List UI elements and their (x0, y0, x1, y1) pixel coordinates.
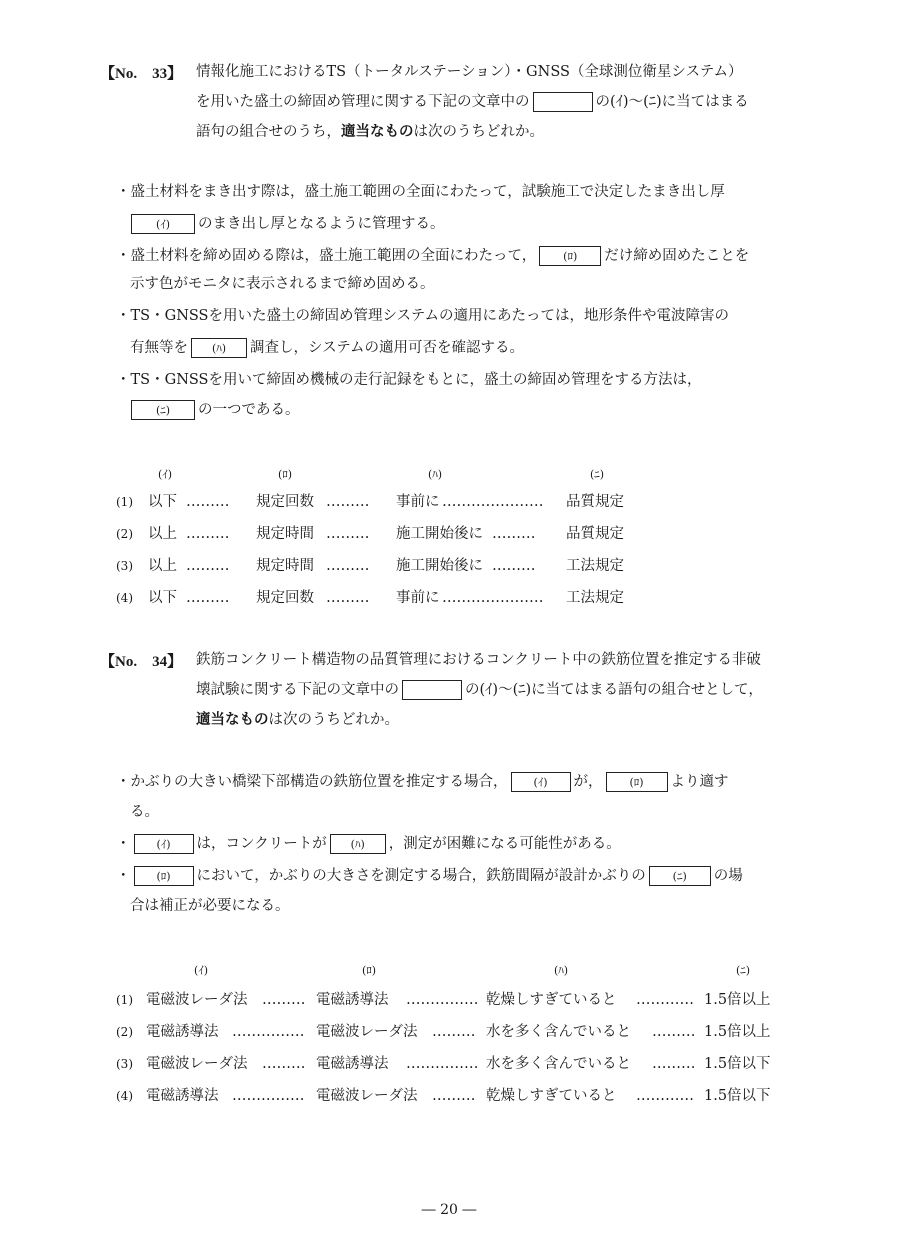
q33-header-i: (ｲ) (158, 468, 173, 481)
q34-header-ro: (ﾛ) (362, 964, 377, 977)
blank-ni: (ﾆ) (131, 400, 195, 420)
q33-choice-1: (1) 以下 ……… 規定回数 ……… 事前に ………………… 品質規定 (116, 494, 624, 510)
blank-i: (ｲ) (134, 834, 194, 854)
blank-box (533, 92, 593, 112)
q34-choice-4: (4) 電磁誘導法 …………… 電磁波レーダ法 ……… 乾燥しすぎていると ………… 1.5倍以下 (116, 1088, 771, 1104)
q33-header-ha: (ﾊ) (428, 468, 443, 481)
question-34-number: 【No. 34】 (100, 654, 183, 670)
q33-stem-line-1: 情報化施工におけるTS（トータルステーション）・GNSS（全球測位衛星システム） (196, 64, 743, 80)
q34-bullet-3-cont: 合は補正が必要になる。 (130, 898, 290, 914)
blank-ro: (ﾛ) (134, 866, 194, 886)
q34-stem-line-3: 適当なものは次のうちどれか。 (196, 711, 399, 728)
q33-stem-line-2: を用いた盛土の締固め管理に関する下記の文章中の の(ｲ)～(ﾆ)に当てはまる (196, 94, 749, 110)
q34-header-i: (ｲ) (194, 964, 209, 977)
q33-choice-4: (4) 以下 ……… 規定回数 ……… 事前に ………………… 工法規定 (116, 590, 624, 606)
q34-choice-3: (3) 電磁波レーダ法 ……… 電磁誘導法 …………… 水を多く含んでいると ……… 1.5倍以下 (116, 1056, 771, 1072)
q33-bullet-1-cont: (ｲ) のまき出し厚となるように管理する。 (128, 214, 445, 234)
page-number: ― 20 ― (421, 1202, 477, 1218)
q34-header-ha: (ﾊ) (554, 964, 569, 977)
q33-header-ro: (ﾛ) (278, 468, 293, 481)
q33-bullet-1: ・盛土材料をまき出す際は，盛土施工範囲の全面にわたって，試験施工で決定したまき出し厚 (116, 184, 725, 200)
q33-choice-3: (3) 以上 ……… 規定時間 ……… 施工開始後に ……… 工法規定 (116, 558, 624, 574)
q34-bullet-3: ・ (ﾛ) において，かぶりの大きさを測定する場合，鉄筋間隔が設計かぶりの (ﾆ) の場 (116, 868, 743, 884)
q34-choice-1: (1) 電磁波レーダ法 ……… 電磁誘導法 …………… 乾燥しすぎていると ………… 1.5倍以上 (116, 992, 771, 1008)
q33-header-ni: (ﾆ) (590, 468, 605, 481)
q34-bullet-2: ・ (ｲ) は，コンクリートが (ﾊ) ，測定が困難になる可能性がある。 (116, 836, 621, 852)
blank-i: (ｲ) (511, 772, 571, 792)
q33-choice-2: (2) 以上 ……… 規定時間 ……… 施工開始後に ……… 品質規定 (116, 526, 624, 542)
blank-ha: (ﾊ) (330, 834, 386, 854)
blank-ro: (ﾛ) (539, 246, 601, 266)
q33-bullet-4-cont: (ﾆ) の一つである。 (128, 400, 300, 420)
blank-ha: (ﾊ) (191, 338, 247, 358)
q34-header-ni: (ﾆ) (736, 964, 751, 977)
q33-bullet-2-cont: 示す色がモニタに表示されるまで締め固める。 (130, 276, 435, 292)
blank-ro: (ﾛ) (606, 772, 668, 792)
q34-bullet-1: ・かぶりの大きい橋梁下部構造の鉄筋位置を推定する場合， (ｲ) が， (ﾛ) より適す (116, 774, 729, 790)
q33-bullet-3: ・TS・GNSSを用いた盛土の締固め管理システムの適用にあたっては，地形条件や電波障害の (116, 308, 730, 324)
blank-i: (ｲ) (131, 214, 195, 234)
blank-box (402, 680, 462, 700)
q34-choice-2: (2) 電磁誘導法 …………… 電磁波レーダ法 ……… 水を多く含んでいると ……… 1.5倍以上 (116, 1024, 771, 1040)
question-33-number: 【No. 33】 (100, 66, 183, 82)
q34-stem-line-2: 壊試験に関する下記の文章中の の(ｲ)～(ﾆ)に当てはまる語句の組合せとして， (196, 682, 763, 698)
q33-bullet-4: ・TS・GNSSを用いて締固め機械の走行記録をもとに，盛土の締固め管理をする方法は， (116, 372, 702, 388)
q33-bullet-3-cont: 有無等を (ﾊ) 調査し，システムの適用可否を確認する。 (130, 340, 525, 356)
q34-stem-line-1: 鉄筋コンクリート構造物の品質管理におけるコンクリート中の鉄筋位置を推定する非破 (196, 652, 761, 668)
blank-ni: (ﾆ) (649, 866, 711, 886)
q34-bullet-1-cont: る。 (130, 804, 159, 820)
q33-bullet-2: ・盛土材料を締め固める際は，盛土施工範囲の全面にわたって， (ﾛ) だけ締め固めたことを (116, 248, 750, 264)
q33-stem-line-3: 語句の組合せのうち，適当なものは次のうちどれか。 (196, 123, 544, 140)
